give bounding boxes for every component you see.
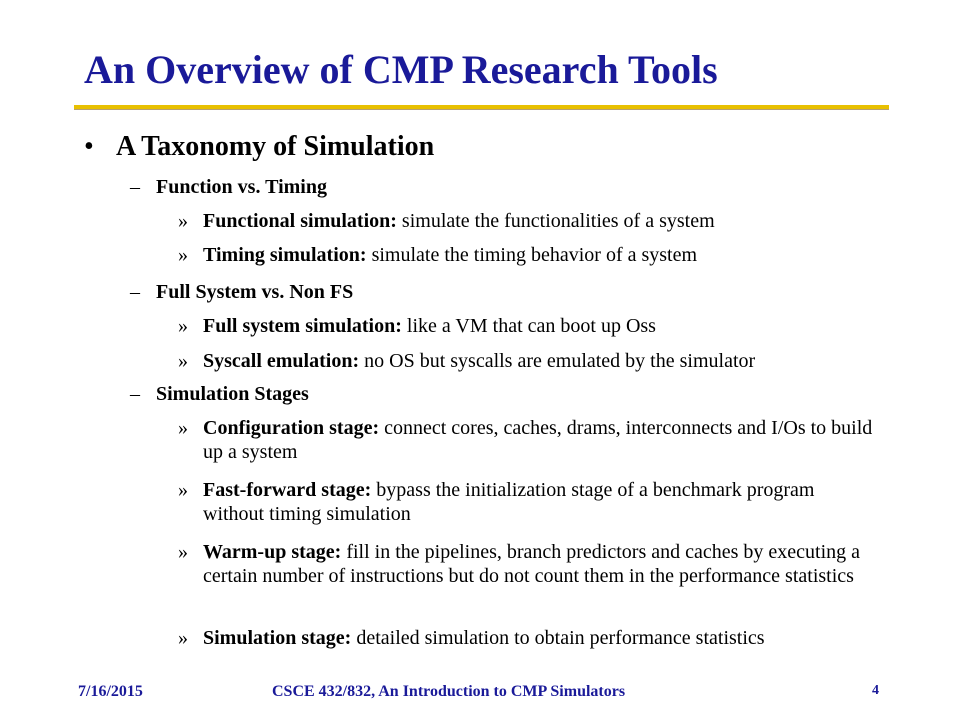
footer-course-title: CSCE 432/832, An Introduction to CMP Simulators [272,683,626,700]
item-term: Full system simulation: [203,315,402,337]
item-mark: » [178,417,188,439]
list-item-full-system-simulation [178,314,878,338]
group-heading-text: Full System vs. Non FS [156,281,354,303]
item-mark: » [178,479,188,501]
item-mark: » [178,244,188,266]
item-term: Warm-up stage: [203,541,342,563]
item-mark: » [178,315,188,337]
item-mark: » [178,541,188,563]
item-term: Simulation stage: [203,627,352,649]
item-term: Timing simulation: [203,244,367,266]
item-text: detailed simulation to obtain performance statistics [351,627,765,649]
item-mark: » [178,627,188,649]
footer-date: 7/16/2015 [78,683,143,700]
group-heading-full-system [130,280,353,304]
title-underline-shadow [74,109,889,110]
group-heading-function-timing [130,175,327,199]
item-text: fill in the pipelines, branch predictors and caches by executing a certain number of instructions but do not count them in the performance statistics [203,541,861,587]
list-item-fast-forward-stage [178,478,878,526]
item-text: connect cores, caches, drams, interconnects and I/Os to build up a system [203,417,873,463]
item-text: like a VM that can boot up Oss [401,315,656,337]
group-heading-text: Simulation Stages [156,383,309,405]
item-term: Configuration stage: [203,417,380,439]
item-text: simulate the functionalities of a system [396,210,715,232]
section-heading [84,130,434,164]
list-item-syscall-emulation [178,349,878,373]
item-term: Functional simulation: [203,210,397,232]
item-text: bypass the initialization stage of a benchmark program without timing simulation [203,479,815,525]
list-item-simulation-stage [178,626,878,650]
item-mark: » [178,210,188,232]
footer-page-number: 4 [872,683,879,698]
item-term: Fast-forward stage: [203,479,372,501]
dash-mark: – [130,281,140,303]
item-text: no OS but syscalls are emulated by the simulator [359,350,756,372]
dash-mark: – [130,383,140,405]
item-text: simulate the timing behavior of a system [366,244,698,266]
item-term: Syscall emulation: [203,350,360,372]
item-mark: » [178,350,188,372]
section-heading-text: A Taxonomy of Simulation [116,131,435,162]
list-item-timing-simulation [178,243,878,267]
group-heading-text: Function vs. Timing [156,176,327,198]
dash-mark: – [130,176,140,198]
bullet-mark: • [84,131,94,162]
list-item-warm-up-stage [178,540,878,588]
group-heading-simulation-stages [130,382,309,406]
slide-title: An Overview of CMP Research Tools [84,47,718,92]
list-item-configuration-stage [178,416,878,464]
list-item-functional-simulation [178,209,878,233]
